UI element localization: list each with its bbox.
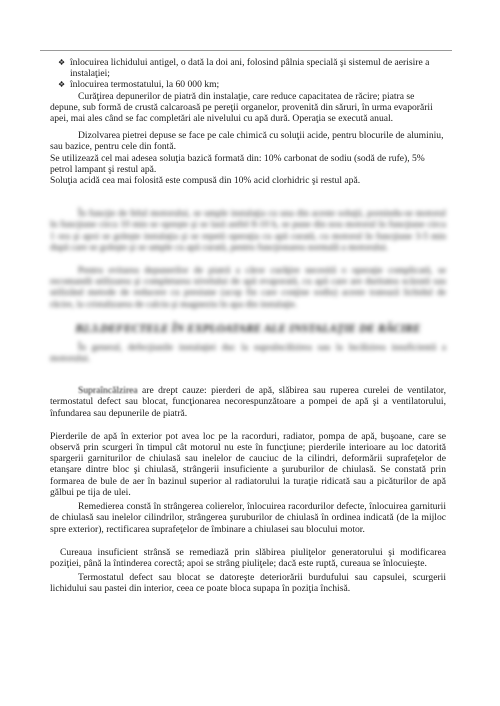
list-item-text: înlocuirea lichidului antigel, o dată la doi ani, folosind pâlnia specială şi sistemul de aerisire a instalaţiei; [70, 57, 430, 80]
list-item [50, 57, 446, 79]
paragraph: Dizolvarea pietrei depuse se face pe cale chimică cu soluţii acide, pentru blocurile de aluminiu, sau bazice, pentru cele din fontă. [50, 130, 444, 153]
document-body [50, 57, 446, 595]
paragraph: Remedierea constă în strângerea colierelor, înlocuirea racordurilor defecte, înlocuirea garniturii de chiulasă sau inelelor cilindrilor, strângerea şuruburilor de chiulasă în ordinea indicată (de la mijloc spre exterior), rectificarea suprafeţelor de îmbinare a chiulasei sau blocului motor. [50, 501, 446, 535]
list-item [50, 79, 446, 90]
paragraph: Pentru evitarea depunerilor de piatră a căror curăţire necesită o operaţie complicată, se recomandă utilizarea şi completarea nivelului de apă evaporată, cu apă care are duritatea scăzută sau utilizând metode de reducere cu presiune (acop fin care conţine sodiu) aceste tratează lichidul de răcire, la cristalizarea de calciu şi magneziu în apa din instalaţie. [50, 265, 446, 310]
blurred-section [50, 208, 446, 364]
paragraph [50, 385, 446, 419]
paragraph: Termostatul defect sau blocat se datoreşte deteriorării burdufului sau capsulei, scurgerii lichidului sau pastei din interior, ceea ce poate bloca supapa în poziţia închisă. [50, 572, 446, 595]
visible-section [50, 385, 446, 594]
header-rule [40, 50, 452, 51]
list-item-text: înlocuirea termostatului, la 60 000 km; [70, 79, 220, 91]
section-heading: B2.3.DEFECTELE ÎN EXPLOATARE ALE INSTALAŢIE DE RĂCIRE [75, 322, 421, 335]
paragraph-text: are drept cauze: pierderi de apă, slăbirea sau ruperea curelei de ventilator, termostatul defect sau blocat, funcţionarea necorespunzătoare a pompei de apă şi a ventilatorului, înfundarea sau depunerile de piatră. [50, 385, 446, 419]
paragraph: În general, defecţiunile instalaţiei duc la supraîncălzirea sau la încălzirea insuficientă a motorului. [50, 341, 446, 365]
paragraph: În funcţie de felul motorului, se umple instalaţia cu una din aceste soluţii, pornindu-se motorul în funcţiune circa 10 min se opreşte şi se lasă astfel 8-10 h, se pune din nou motorul în funcţiune circa 1 ora şi apoi se goleşte instalaţia şi se repetă operaţia cu apă curată, cu motorul în funcţiune 3-5 min după care se goleşte şi se umple cu apă curată, pentru funcţionarea normală a motorului. [50, 208, 446, 253]
bullet-list [50, 57, 446, 91]
blurred-term: Supraîncălzirea [78, 385, 138, 397]
paragraph: Soluţia acidă cea mai folosită este compusă din 10% acid clorhidric şi restul apă. [50, 175, 361, 187]
diamond-bullet-icon: ❖ [58, 58, 66, 67]
paragraph: Cureaua insuficient strânsă se remediază prin slăbirea piuliţelor generatorului şi modificarea poziţiei, până la întinderea corectă; apoi se strâng piuliţele; dacă este ruptă, cureaua se înlocuieşte. [50, 546, 446, 569]
diamond-bullet-icon: ❖ [58, 80, 66, 90]
paragraph: Pierderile de apă în exterior pot avea loc pe la racorduri, radiator, pompa de apă, buşoane, care se observă prin scurgeri în timpul cât motorul nu este în funcţiune; pierderile interioare au loc datorită spargerii garniturilor de chiulasă sau inelelor de cauciuc de la cilindri, deformării suprafeţelor de etanşare dintre bloc şi chiulasă, strângerii insuficiente a şuruburilor de chiulasă. Se constată prin formarea de bule de aer în bazinul superior al radiatorului la turaţie ridicată sau a picăturilor de apă gălbui pe tija de ulei. [50, 430, 446, 498]
paragraph: Se utilizează cel mai adesea soluţia bazică formată din: 10% carbonat de sodiu (sodă de rufe), 5% petrol lampant şi restul apă. [50, 152, 425, 175]
paragraph: Curăţirea depunerilor de piatră din instalaţie, care reduce capacitatea de răcire; piatra se depune, sub formă de crustă calcaroasă pe pereţii organelor, provenită din săruri, în urma evaporării apei, mai ales când se fac completări ale nivelului cu apă dură. Operaţia se execută anual. [50, 90, 433, 125]
